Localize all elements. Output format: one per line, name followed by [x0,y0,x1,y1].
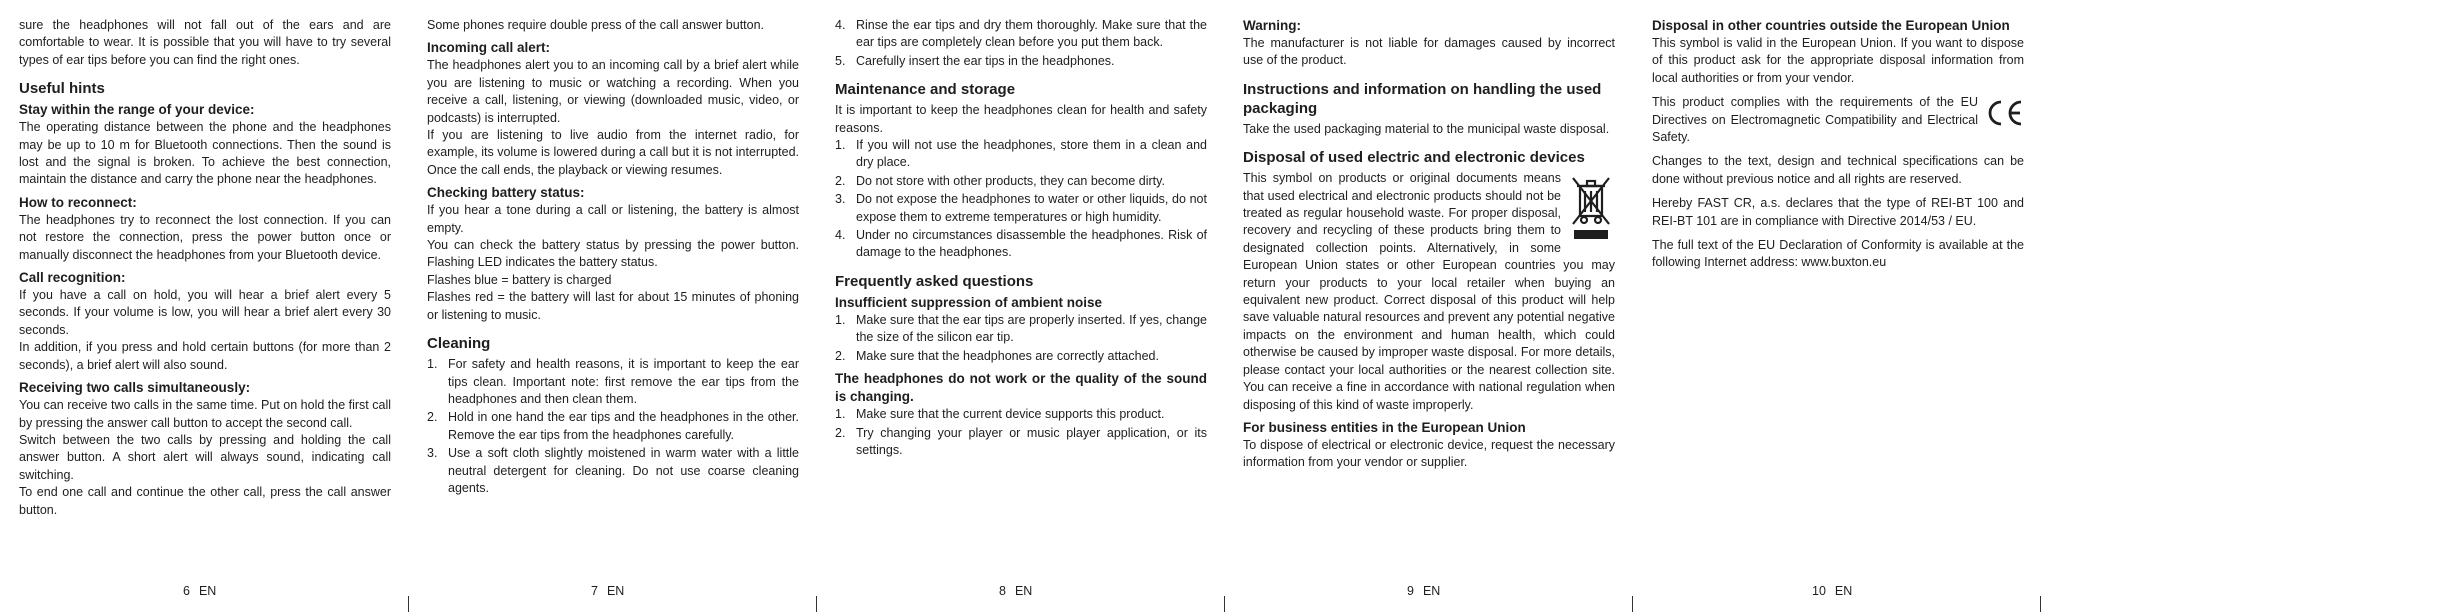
list-item [835,17,1207,52]
ce-mark-icon [1984,98,2024,128]
page-footer [591,583,633,599]
list-item [427,409,799,444]
page-10-column [1652,17,2024,272]
double-press-text: Some phones require double press of the call answer button. [427,18,765,32]
incoming-call-text-2: If you are listening to live audio from the internet radio, for example, its volume is lowered during a call but it is not interrupted. Once the call ends, the playback or viewing resumes. [427,128,799,177]
two-calls-text-3: To end one call and continue the other call, press the call answer button. [19,485,391,517]
list-item [835,406,1207,423]
page-separator [1224,596,1225,612]
list-number: 2. [835,425,846,440]
list-item [835,173,1207,190]
list-item [835,191,1207,226]
business-heading: For business entities in the European Union [1243,419,1526,435]
list-text: Try changing your player or music player application, or its settings. [856,425,1207,457]
page-language: EN [1014,584,1033,598]
battery-text-2: You can check the battery status by pressing the power button. Flashing LED indicates the battery status. [427,238,799,270]
call-recognition-text-2: In addition, if you press and hold certain buttons (for more than 2 seconds), a brief alert will also sound. [19,340,391,372]
maintenance-list [835,137,1207,262]
fit-continuation-text: sure the headphones will not fall out of the ears and are comfortable to wear. It is possible that you will have to try several types of ear tips before you can find the right ones. [19,18,391,67]
incoming-call-text: The headphones alert you to an incoming call by a brief alert while you are listening to music or watching a recording. When you receive a call, listening, or viewing (downloaded music, video, or podcasts) is interrupted. [427,58,799,125]
page-8 [816,0,1224,612]
list-item [835,425,1207,460]
warning-text: The manufacturer is not liable for damages caused by incorrect use of the product. [1243,36,1615,68]
page-footer [1812,583,1861,599]
list-number: 5. [835,53,846,68]
page-7 [408,0,816,612]
weee-bin-icon [1567,174,1615,246]
list-text: Do not store with other products, they can become dirty. [856,173,1165,188]
list-number: 2. [427,410,438,425]
list-text: If you will not use the headphones, store them in a clean and dry place. [856,138,1207,170]
stay-in-range-text: The operating distance between the phone and the headphones may be up to 10 m for Bluetooth connections. Then the sound is lost and the signal is broken. To achieve the best connection, maintain the distance and carry the phone near the headphones. [19,120,391,187]
list-item [835,53,1207,70]
packaging-heading: Instructions and information on handling the used packaging [1243,80,1602,117]
incoming-call-heading: Incoming call alert: [427,40,551,56]
list-number: 3. [427,446,438,461]
list-item [835,227,1207,262]
complies-text: This product complies with the requirements of the EU Directives on Electromagnetic Compatibility and Electrical Safety. [1652,95,1978,145]
list-number: 4. [835,18,846,32]
call-recognition-text: If you have a call on hold, you will hear a brief alert every 5 seconds. If your volume is low, you will hear a brief alert every 30 seconds. [19,288,391,337]
list-item [427,356,799,408]
page-language: EN [606,584,625,598]
page-language: EN [1834,584,1853,598]
maintenance-heading: Maintenance and storage [835,81,1016,99]
page-number: 8 [999,584,1006,598]
list-text: Do not expose the headphones to water or other liquids, do not expose them to extreme temperatures or high humidity. [856,192,1207,224]
list-text: Under no circumstances disassemble the headphones. Risk of damage to the headphones. [856,228,1207,260]
list-number: 3. [835,192,846,207]
list-item [835,312,1207,347]
page-10 [1632,0,2040,612]
list-number: 4. [835,228,846,243]
ambient-noise-list [835,312,1207,365]
faq-heading: Frequently asked questions [835,272,1034,290]
not-working-list [835,406,1207,459]
outside-eu-text: This symbol is valid in the European Union. If you want to dispose of this product ask for the appropriate disposal information from local authorities or from your vendor. [1652,36,2024,85]
list-text: For safety and health reasons, it is important to keep the ear tips clean. Important note: first remove the ear tips from the headphones and then clean them. [448,357,799,406]
battery-blue-text: Flashes blue = battery is charged [427,272,612,287]
cleaning-heading: Cleaning [427,335,491,353]
battery-heading: Checking battery status: [427,185,585,201]
outside-eu-heading: Disposal in other countries outside the European Union [1652,18,2010,33]
page-separator [816,596,817,612]
declaration-text: Hereby FAST CR, a.s. declares that the type of REI-BT 100 and REI-BT 101 are in compliance with Directive 2014/53 / EU. [1652,196,2024,228]
disposal-heading: Disposal of used electric and electronic devices [1243,149,1585,167]
page-separator [408,596,409,612]
call-recognition-heading: Call recognition: [19,270,126,286]
reconnect-heading: How to reconnect: [19,194,137,210]
ambient-noise-heading: Insufficient suppression of ambient noise [835,294,1103,310]
list-text: Rinse the ear tips and dry them thoroughly. Make sure that the ear tips are completely clean before you put them back. [856,18,1207,50]
list-item [835,348,1207,365]
battery-text: If you hear a tone during a call or listening, the battery is almost empty. [427,203,799,235]
maintenance-text: It is important to keep the headphones clean for health and safety reasons. [835,103,1207,135]
page-footer [183,583,225,599]
page-9-column [1243,17,1615,472]
list-number: 2. [835,348,846,363]
page-footer [999,583,1041,599]
list-text: Make sure that the current device supports this product. [856,407,1165,422]
changes-text: Changes to the text, design and technical specifications can be done without previous notice and all rights are reserved. [1652,154,2024,186]
page-8-column [835,17,1207,460]
page-separator [2040,596,2041,612]
page-separator [1632,596,1633,612]
page-6-column [19,17,391,519]
two-calls-text: You can receive two calls in the same time. Put on hold the first call by pressing the answer call button to accept the second call. [19,398,391,430]
page-number: 10 [1812,584,1826,598]
cleaning-list [427,356,799,497]
business-text: To dispose of electrical or electronic device, request the necessary information from your vendor or supplier. [1243,437,1615,470]
list-number: 1. [835,407,846,422]
list-number: 1. [835,312,846,327]
page-9 [1224,0,1632,612]
list-text: Use a soft cloth slightly moistened in warm water with a little neutral detergent for cleaning. Do not use coarse cleaning agents. [448,446,799,495]
page-language: EN [198,584,217,598]
eu-declaration-text: The full text of the EU Declaration of Conformity is available at the following Internet address: www.buxton.eu [1652,238,2024,270]
list-text: Make sure that the ear tips are properly inserted. If yes, change the size of the silicon ear tip. [856,312,1207,345]
complies-block [1652,94,2024,146]
list-number: 2. [835,173,846,188]
list-item [835,137,1207,172]
two-calls-heading: Receiving two calls simultaneously: [19,380,251,396]
page-footer [1407,583,1449,599]
packaging-text: Take the used packaging material to the municipal waste disposal. [1243,121,1610,136]
list-text: Carefully insert the ear tips in the headphones. [856,53,1115,68]
page-number: 6 [183,584,190,598]
disposal-text: This symbol on products or original documents means that used electrical and electronic products should not be treated as regular household waste. For proper disposal, recovery and recycling of these products bring them to designated collection points. Alternatively, in some European Union states or other European countries you may return your products to your local retailer when buying an equivalent new product. Correct disposal of this product will help save valuable natural resources and prevent any potential negative impacts on the environment and human health, which could otherwise be caused by improper waste disposal. For more details, please contact your local authorities or the nearest collection site. You can receive a fine in accordance with national regulation when disposing of this kind of waste improperly. [1243,171,1615,412]
list-number: 1. [835,138,846,153]
page-7-column [427,17,799,498]
list-number: 1. [427,357,438,372]
stay-in-range-heading: Stay within the range of your device: [19,102,255,118]
cleaning-list-continued [835,17,1207,70]
two-calls-text-2: Switch between the two calls by pressing and holding the call answer button. A short alert will always sound, indicating call switching. [19,432,391,482]
list-item [427,445,799,497]
page-6 [0,0,408,612]
page-language: EN [1422,584,1441,598]
page-number: 7 [591,584,598,598]
useful-hints-heading: Useful hints [19,80,105,98]
reconnect-text: The headphones try to reconnect the lost connection. If you can not restore the connection, press the power button once or manually disconnect the headphones from your Bluetooth device. [19,212,391,262]
not-working-heading: The headphones do not work or the quality of the sound is changing. [835,371,1207,405]
list-text: Hold in one hand the ear tips and the headphones in the other. Remove the ear tips from the headphones carefully. [448,410,799,442]
battery-red-text: Flashes red = the battery will last for about 15 minutes of phoning or listening to music. [427,290,799,322]
list-text: Make sure that the headphones are correctly attached. [856,348,1159,363]
page-number: 9 [1407,584,1414,598]
warning-heading: Warning: [1243,18,1301,33]
